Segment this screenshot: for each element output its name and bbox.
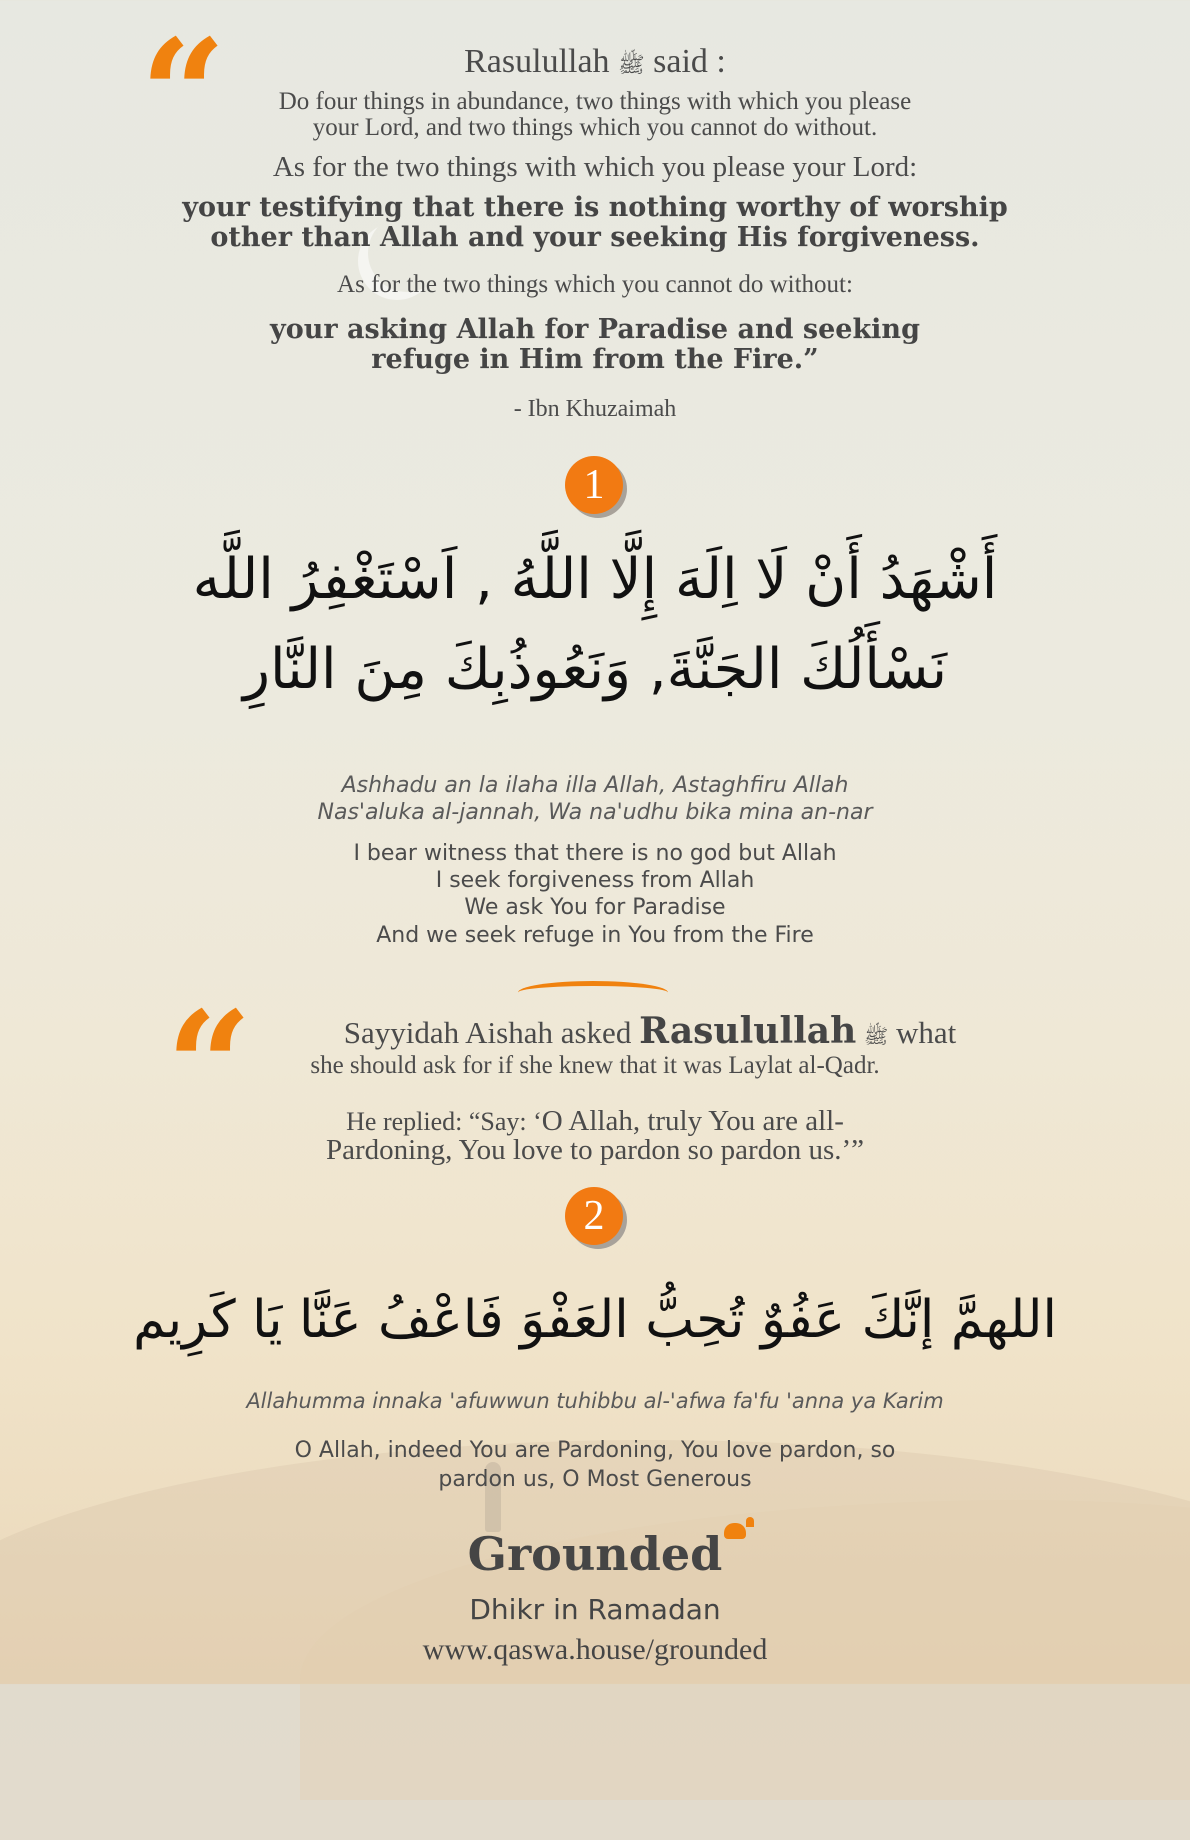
hadith-bold-2a: your asking Allah for Paradise and seeking [270, 314, 920, 345]
honorific-icon-2: ﷺ [864, 1024, 889, 1048]
dua1-arabic-line-1: أَشْهَدُ أَنْ لَا اِلَهَ إِلَّا اللَّهُ , اَسْتَغْفِرُ اللَّه [192, 547, 998, 612]
dua1-translation-line-4: And we seek refuge in You from the Fire [376, 923, 814, 948]
aishah-post: what [895, 1015, 957, 1050]
aishah-pre: Sayyidah Aishah asked [343, 1015, 632, 1050]
hadith-bold-1b: other than Allah and your seeking His forgiveness. [210, 222, 980, 253]
intro-said: said : [653, 43, 726, 80]
reply-line-2: Pardoning, You love to pardon so pardon us.’” [325, 1134, 865, 1166]
footer-subtitle: Dhikr in Ramadan [469, 1593, 721, 1626]
hadith-source: - Ibn Khuzaimah [513, 396, 677, 422]
accent-swoosh-decoration [518, 981, 668, 1004]
aishah-name: Rasulullah [639, 1010, 857, 1052]
dua1-translit-line-2: Nas'aluka al-jannah, Wa na'udhu bika mina an-nar [317, 800, 873, 825]
number-badge-1: 1 [565, 456, 623, 514]
hadith-bold-2b: refuge in Him from the Fire.” [371, 344, 819, 375]
hadith-bold-1a: your testifying that there is nothing worthy of worship [182, 192, 1008, 223]
intro-name: Rasulullah [464, 43, 610, 80]
reply-text-1: O Allah, truly You are all- [541, 1105, 844, 1137]
number-badge-2: 2 [565, 1187, 623, 1245]
honorific-icon: ﷺ [618, 53, 645, 78]
reply-prefix: He replied: “Say: ‘ [346, 1107, 542, 1136]
hadith-line-2: your Lord, and two things which you cannot do without. [312, 114, 878, 141]
dua2-translation-line-2: pardon us, O Most Generous [438, 1467, 752, 1492]
brand-logo-text: Grounded [467, 1527, 723, 1581]
dua1-translation-line-3: We ask You for Paradise [464, 895, 726, 920]
dua2-arabic: اللهمَّ إنَّكَ عَفُوٌ تُحِبُّ العَفْوَ فَاعْفُ عَنَّا يَا كَرِيم [133, 1290, 1057, 1350]
dua2-translit: Allahumma innaka 'afuwwun tuhibbu al-'afwa fa'fu 'anna ya Karim [246, 1389, 944, 1413]
hadith-intro [0, 40, 1190, 88]
dua1-arabic-line-2: نَسْأَلُكَ الجَنَّةَ, وَنَعُوذُبِكَ مِنَ النَّارِ [242, 637, 948, 702]
dua1-translit-line-1: Ashhadu an la ilaha illa Allah, Astaghfiru Allah [341, 773, 849, 798]
dua2-translation-line-1: O Allah, indeed You are Pardoning, You love pardon, so [294, 1438, 896, 1463]
camel-icon [724, 1523, 746, 1539]
hadith-heading-2: As for the two things which you cannot do without: [337, 271, 853, 298]
aishah-line-2: she should ask for if she knew that it was Laylat al-Qadr. [310, 1052, 880, 1079]
hadith-heading-1: As for the two things with which you please your Lord: [272, 151, 918, 183]
dua1-translation-line-2: I seek forgiveness from Allah [435, 868, 755, 893]
hadith-line-1: Do four things in abundance, two things with which you please [278, 88, 912, 115]
quote-mark-icon-2: “ [166, 979, 241, 1155]
quote-mark-icon: “ [140, 7, 215, 183]
footer-url[interactable]: www.qaswa.house/grounded [422, 1633, 768, 1666]
dua1-translation-line-1: I bear witness that there is no god but Allah [353, 841, 837, 866]
